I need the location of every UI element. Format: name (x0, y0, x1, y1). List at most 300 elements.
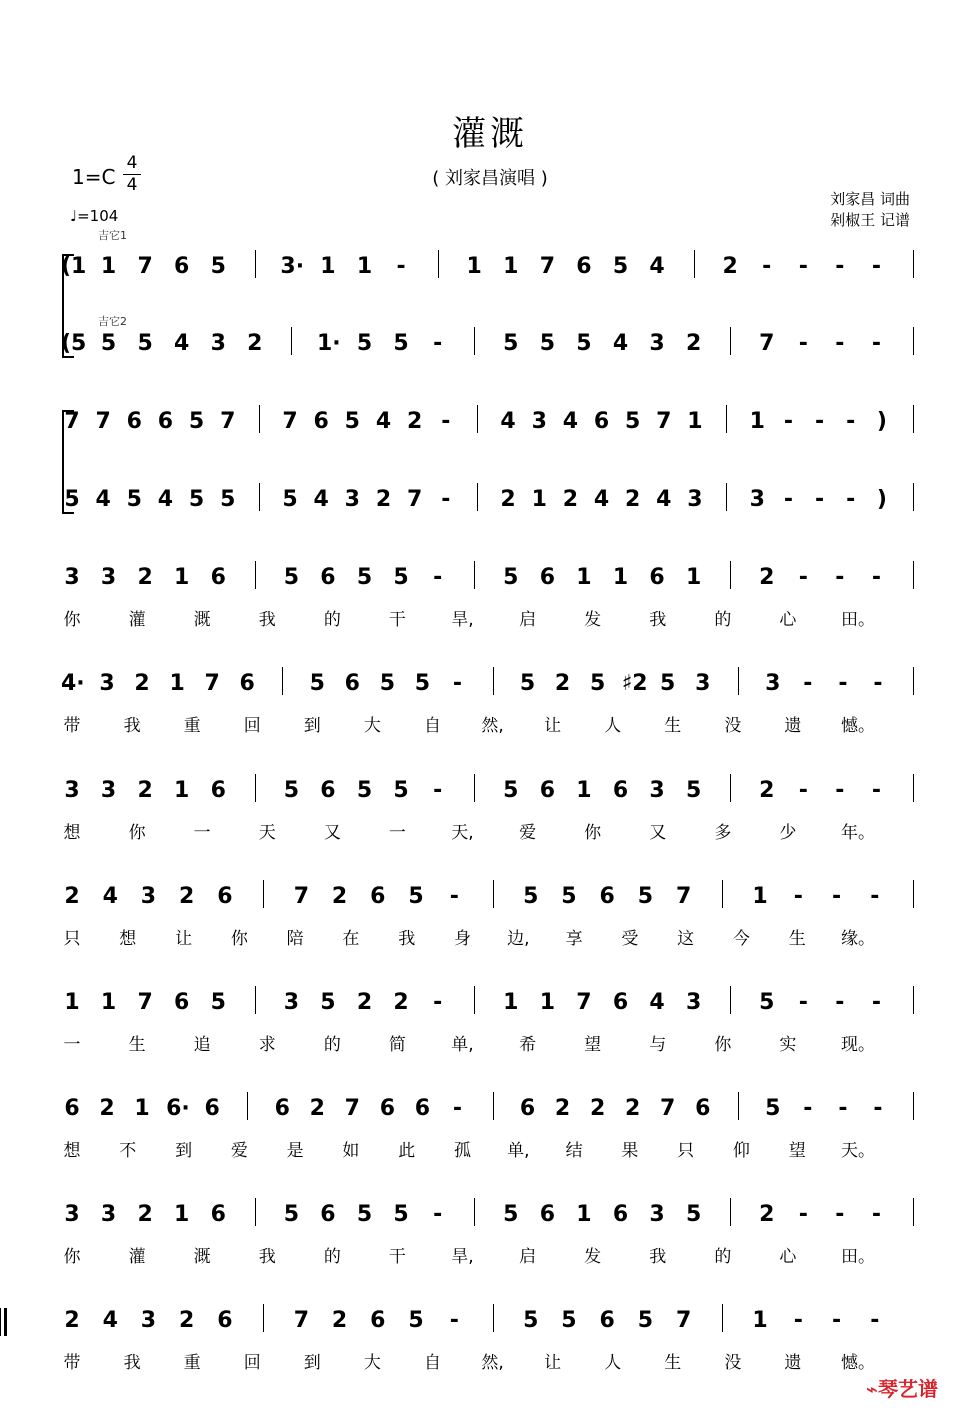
note: 6 (313, 409, 329, 434)
barline (255, 250, 256, 278)
lyric-char: 到 (175, 1141, 193, 1161)
note: 6 (370, 884, 386, 909)
hold-dash: - (814, 487, 825, 512)
lyric-char: 生 (128, 1035, 146, 1055)
note: ♯2 (621, 671, 648, 696)
lyric-char: 这 (677, 929, 695, 949)
note: ) (876, 487, 887, 512)
lyric-char: 我 (258, 610, 276, 630)
note: 7 (137, 254, 153, 279)
barline (913, 250, 914, 278)
hold-dash: - (762, 254, 772, 279)
note: 2 (562, 487, 579, 512)
transcriber-credit: 剁椒王 记谱 (830, 211, 910, 229)
lyric-char: 不 (119, 1141, 137, 1161)
note: 2 (134, 671, 150, 696)
score-row (0, 990, 980, 1055)
note: 3 (99, 671, 115, 696)
lyric-char: 让 (175, 929, 193, 949)
lyric-char: 溉 (193, 610, 211, 630)
note: 5 (100, 331, 117, 356)
lyric-char: 简 (388, 1035, 406, 1055)
note: 2 (759, 1202, 775, 1227)
lyric-char: 没 (724, 1353, 742, 1373)
note: 1 (749, 409, 765, 434)
lyric-char: 到 (303, 1353, 321, 1373)
hold-dash: - (798, 990, 808, 1015)
note: 5 (685, 778, 702, 803)
note: 6 (379, 1096, 396, 1121)
credits (790, 189, 910, 231)
note: 6 (239, 671, 255, 696)
lyric-char: 与 (649, 1035, 667, 1055)
barline (913, 327, 914, 355)
note: 4 (102, 884, 118, 909)
hold-dash: - (846, 409, 856, 434)
guitar2-label: 吉它2 (98, 315, 127, 328)
note: 2 (406, 409, 423, 434)
quarter-note-icon: ♩ (70, 207, 78, 225)
note: 7 (656, 409, 672, 434)
note: 3 (649, 778, 665, 803)
note: 5 (344, 409, 360, 434)
lyric-char: 求 (258, 1035, 276, 1055)
lyric-char: 在 (342, 929, 360, 949)
note: 1 (134, 1096, 150, 1121)
lyric-char: 孤 (454, 1141, 471, 1161)
score-row (0, 884, 980, 949)
note: 6 (217, 884, 233, 909)
lyric-char: 单, (451, 1035, 474, 1055)
note: 7 (406, 487, 423, 512)
hold-dash: - (871, 565, 881, 590)
hold-dash: - (871, 331, 881, 356)
note: 5 (210, 254, 226, 279)
barline (438, 250, 439, 278)
lyric-char: 灌 (128, 1247, 146, 1267)
hold-dash: - (873, 671, 883, 696)
lyric-char: 想 (63, 823, 81, 843)
barline (477, 483, 478, 511)
note: 3 (531, 409, 547, 434)
note: 3 (64, 1202, 80, 1227)
note: 3 (100, 1202, 117, 1227)
lyric-char: 我 (258, 1247, 276, 1267)
barline (474, 774, 475, 802)
note: 5 (309, 671, 325, 696)
lyric-char: 启 (519, 1247, 537, 1267)
lyric-char: 你 (584, 823, 602, 843)
note: 7 (660, 1096, 676, 1121)
note: 7 (64, 409, 80, 434)
note: 5 (379, 671, 396, 696)
hold-dash: - (871, 990, 881, 1015)
note: 6 (539, 778, 555, 803)
barline (255, 774, 256, 802)
lyric-char: 你 (63, 610, 81, 630)
note: 1 (356, 254, 373, 279)
note: 5 (408, 1308, 424, 1333)
lyric-char: 实 (779, 1035, 797, 1055)
lyric-char: 没 (724, 716, 742, 736)
note: 5 (282, 487, 298, 512)
song-title: 灌溉 (452, 114, 528, 154)
note: 5 (393, 565, 409, 590)
note: 1 (685, 565, 702, 590)
note: 1 (169, 671, 185, 696)
lyric-char: 憾。 (841, 1353, 875, 1373)
lyric-char: 重 (183, 1353, 201, 1373)
note: 5 (765, 1096, 781, 1121)
lyric-char: 我 (649, 610, 667, 630)
lyric-char: 只 (63, 929, 81, 949)
barline (913, 880, 914, 908)
lyric-char: 现。 (841, 1035, 875, 1055)
barline (474, 327, 475, 355)
note: 1 (576, 778, 592, 803)
hold-dash: - (449, 1308, 459, 1333)
hold-dash: - (814, 409, 825, 434)
note: 5 (503, 778, 519, 803)
lyric-char: 遗 (784, 716, 802, 736)
hold-dash: - (831, 884, 842, 909)
note: 5 (503, 1202, 519, 1227)
lyric-char: 你 (128, 823, 146, 843)
lyric-char: 回 (243, 716, 261, 736)
note: 6 (204, 1096, 220, 1121)
note: 2 (759, 778, 775, 803)
lyric-char: 如 (342, 1141, 360, 1161)
note: 3· (280, 254, 305, 279)
note: 5 (320, 990, 336, 1015)
lyric-char: 多 (714, 823, 732, 843)
note: 5 (539, 331, 555, 356)
note: 5 (220, 487, 236, 512)
barline (730, 774, 731, 802)
barline (722, 880, 723, 908)
note: 5 (356, 565, 373, 590)
lyric-char: 又 (649, 823, 667, 843)
lyric-char: 生 (788, 929, 806, 949)
note: 2 (685, 331, 702, 356)
note: 4 (612, 331, 629, 356)
hold-dash: - (835, 565, 845, 590)
note: 4· (61, 671, 85, 696)
note: 6 (649, 565, 665, 590)
lyric-char: 一 (388, 823, 406, 843)
lyric-char: 的 (323, 1035, 341, 1055)
time-numerator: 4 (126, 153, 138, 173)
note: 3 (64, 565, 80, 590)
lyric-char: 干 (388, 1247, 406, 1267)
hold-dash: - (798, 778, 808, 803)
note: 7 (95, 409, 111, 434)
hold-dash: - (871, 254, 881, 279)
hold-dash: - (803, 671, 813, 696)
lyric-char: 带 (63, 716, 81, 736)
note: 5 (637, 884, 654, 909)
barline (730, 561, 731, 589)
hold-dash: - (871, 1202, 881, 1227)
note: 6 (370, 1308, 386, 1333)
hold-dash: - (835, 331, 845, 356)
note: 6 (599, 1308, 615, 1333)
note: 3 (765, 671, 781, 696)
hold-dash: - (835, 990, 845, 1015)
score-row (0, 331, 980, 371)
note: 7 (539, 254, 555, 279)
score-row (0, 778, 980, 843)
note: 4 (157, 487, 174, 512)
note: 6 (593, 409, 610, 434)
note: 1 (612, 565, 629, 590)
note: 3 (64, 778, 80, 803)
lyric-char: 田。 (841, 1247, 875, 1267)
lyric-char: 发 (584, 610, 602, 630)
hold-dash: - (433, 331, 443, 356)
note: 2 (331, 1308, 348, 1333)
barline (493, 667, 494, 695)
note: 6 (64, 1096, 80, 1121)
lyric-char: 大 (363, 1353, 381, 1373)
lyric-char: 结 (565, 1141, 583, 1161)
note: 2 (64, 1308, 80, 1333)
note: 7 (675, 1308, 692, 1333)
note: 5 (356, 1202, 373, 1227)
hold-dash: - (831, 1308, 842, 1333)
barline (291, 327, 292, 355)
score-row (0, 409, 980, 449)
note: 6 (274, 1096, 290, 1121)
hold-dash: - (433, 990, 443, 1015)
note: 5 (210, 990, 226, 1015)
note: 3 (685, 990, 702, 1015)
barline (913, 405, 914, 433)
note: 5 (188, 487, 205, 512)
note: 1 (503, 990, 519, 1015)
note: 5 (137, 331, 153, 356)
lyric-char: 带 (63, 1353, 81, 1373)
hold-dash: - (838, 1096, 848, 1121)
barline (913, 561, 914, 589)
note: 4 (313, 487, 329, 512)
lyric-char: 人 (604, 716, 622, 736)
note: 1· (316, 331, 341, 356)
barline (259, 405, 260, 433)
hold-dash: - (846, 487, 856, 512)
hold-dash: - (793, 884, 803, 909)
score-row (0, 565, 980, 630)
note: 2 (137, 778, 153, 803)
note: 7 (204, 671, 220, 696)
barline (726, 483, 727, 511)
note: 1 (503, 254, 519, 279)
lyric-char: 干 (388, 610, 406, 630)
barline (722, 1304, 723, 1332)
tempo-value: =104 (77, 207, 119, 225)
lyric-char: 旱, (451, 610, 474, 630)
guitar1-label: 吉它1 (98, 229, 127, 242)
note: 6 (320, 1202, 336, 1227)
note: 5 (589, 671, 606, 696)
note: 5 (393, 778, 409, 803)
barline (726, 405, 727, 433)
note: 2 (722, 254, 738, 279)
note: 6 (210, 778, 226, 803)
note: 5 (408, 884, 424, 909)
lyric-char: 我 (123, 716, 141, 736)
note: 1 (539, 990, 555, 1015)
lyric-char: 爱 (519, 823, 537, 843)
hold-dash: - (870, 884, 880, 909)
barline (913, 986, 914, 1014)
note: 6 (320, 565, 336, 590)
note: 7 (344, 1096, 360, 1121)
barline (474, 986, 475, 1014)
barline (730, 327, 731, 355)
score-row (0, 487, 980, 527)
lyric-char: 然, (481, 716, 504, 736)
note: 6 (576, 254, 592, 279)
hold-dash: - (441, 409, 451, 434)
note: 6 (519, 1096, 536, 1121)
hold-dash: - (835, 254, 845, 279)
note: 6 (210, 565, 226, 590)
note: 5 (356, 778, 373, 803)
note: 2 (500, 487, 516, 512)
lyric-char: 让 (544, 716, 562, 736)
barline (694, 250, 695, 278)
barline (259, 483, 260, 511)
note: 2 (179, 884, 195, 909)
note: 1 (576, 565, 592, 590)
hold-dash: - (433, 565, 443, 590)
lyric-char: 心 (779, 610, 797, 630)
lyric-char: 心 (779, 1247, 797, 1267)
hold-dash: - (452, 671, 463, 696)
note: 4 (649, 254, 665, 279)
note: 7 (576, 990, 592, 1015)
lyric-char: 爱 (230, 1141, 248, 1161)
note: 2 (356, 990, 373, 1015)
lyric-char: 的 (323, 1247, 341, 1267)
lyric-char: 又 (323, 823, 341, 843)
note: 5 (523, 884, 539, 909)
lyric-char: 田。 (841, 610, 875, 630)
note: 6 (320, 778, 336, 803)
lyric-char: 此 (398, 1141, 416, 1161)
note: 2 (137, 1202, 153, 1227)
barline (730, 1198, 731, 1226)
note: 5 (283, 1202, 300, 1227)
note: 7 (759, 331, 775, 356)
lyric-char: 我 (123, 1353, 141, 1373)
note: 6 (217, 1308, 233, 1333)
lyric-char: 你 (63, 1247, 81, 1267)
lyric-char: 天 (258, 823, 276, 843)
barline (477, 405, 478, 433)
hold-dash: - (452, 1096, 463, 1121)
composer-credit: 刘家昌 词曲 (830, 190, 910, 208)
lyric-char: 天。 (841, 1141, 875, 1161)
note: 5 (576, 331, 592, 356)
lyric-char: 回 (243, 1353, 261, 1373)
note: 5 (519, 671, 536, 696)
note: 1 (466, 254, 482, 279)
note: 2 (375, 487, 392, 512)
note: 5 (759, 990, 775, 1015)
barline (474, 1198, 475, 1226)
note: 5 (126, 487, 142, 512)
barline (263, 880, 264, 908)
note: 3 (100, 778, 117, 803)
note: 5 (356, 331, 373, 356)
note: 2 (589, 1096, 606, 1121)
hold-dash: - (396, 254, 406, 279)
note: 6 (174, 990, 190, 1015)
lyric-char: 身 (454, 929, 471, 949)
lyric-char: 生 (664, 716, 682, 736)
note: 5 (625, 409, 641, 434)
note: 5 (685, 1202, 702, 1227)
lyric-char: 希 (519, 1035, 537, 1055)
note: 3 (687, 487, 703, 512)
hold-dash: - (838, 671, 848, 696)
lyric-char: 想 (119, 929, 137, 949)
lyric-char: 生 (664, 1353, 682, 1373)
note: 5 (188, 409, 205, 434)
lyric-char: 大 (363, 716, 381, 736)
note: 2 (99, 1096, 115, 1121)
lyric-char: 单, (507, 1141, 530, 1161)
note: 6· (166, 1096, 190, 1121)
note: 3 (283, 990, 300, 1015)
note: 3 (140, 884, 157, 909)
lyric-char: 陪 (286, 929, 304, 949)
lyric-char: 果 (621, 1141, 639, 1161)
note: 1 (752, 884, 768, 909)
barline (474, 561, 475, 589)
barline (493, 1304, 494, 1332)
lyric-char: 灌 (128, 610, 146, 630)
note: 1 (531, 487, 547, 512)
barline (913, 1092, 914, 1120)
note: 6 (612, 778, 629, 803)
note: (5 (61, 331, 87, 356)
barline (255, 1198, 256, 1226)
hold-dash: - (441, 487, 451, 512)
note: 1 (687, 409, 703, 434)
song-subtitle: ( 刘家昌演唱 ) (432, 168, 548, 189)
note: ) (876, 409, 887, 434)
note: 7 (675, 884, 692, 909)
key-signature: 1=C (72, 165, 116, 189)
note: 6 (210, 1202, 226, 1227)
note: 5 (414, 671, 431, 696)
note: 2 (759, 565, 775, 590)
lyric-char: 到 (303, 716, 321, 736)
lyric-char: 启 (519, 610, 537, 630)
note: 6 (612, 1202, 629, 1227)
note: 2 (554, 671, 571, 696)
hold-dash: - (835, 778, 845, 803)
lyric-char: 追 (193, 1035, 211, 1055)
barline (730, 986, 731, 1014)
note: 5 (612, 254, 629, 279)
hold-dash: - (449, 884, 459, 909)
note: 2 (625, 487, 641, 512)
note: 1 (174, 778, 190, 803)
